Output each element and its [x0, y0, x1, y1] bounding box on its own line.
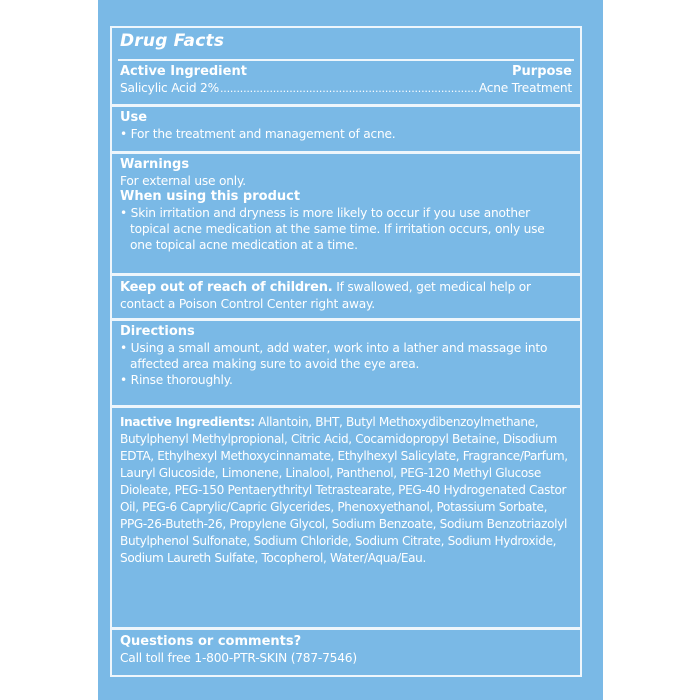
section-divider	[112, 104, 580, 107]
questions-phone-text: Call toll free 1-800-PTR-SKIN (787-7546)	[120, 651, 357, 665]
warnings-section	[112, 157, 580, 253]
drug-facts-header	[112, 31, 580, 51]
use-section	[112, 110, 580, 142]
keep-out-section	[112, 279, 580, 312]
directions-section	[112, 324, 580, 388]
title-underline	[118, 59, 574, 61]
keep-out-text: If swallowed, get medical help or contact a Poison Control Center right away.	[120, 280, 531, 311]
section-divider	[112, 627, 580, 630]
section-divider	[112, 273, 580, 276]
warnings-heading: Warnings	[120, 157, 190, 172]
active-ingredient-heading: Active Ingredient	[120, 64, 247, 79]
direction-item: • Using a small amount, add water, work into a lather and massage into affected area making sure to avoid the eye area.	[120, 340, 572, 372]
inactive-ingredients-label: Inactive Ingredients:	[120, 415, 255, 429]
warning-item: • Skin irritation and dryness is more likely to occur if you use another topical acne medication at the same time. If irritation occurs, only use one topical acne medication at a time.	[120, 205, 572, 253]
purpose-heading: Purpose	[512, 64, 572, 79]
section-divider	[112, 318, 580, 321]
when-using-heading: When using this product	[120, 189, 301, 204]
external-use-text: For external use only.	[120, 174, 246, 188]
section-divider	[112, 405, 580, 408]
inactive-ingredients-text: Allantoin, BHT, Butyl Methoxydibenzoylmethane, Butylphenyl Methylpropional, Citric Acid, Cocamidopropyl Betaine, Disodium EDTA, Ethylhexyl Methoxycinnamate, Ethylhexyl Salicylate, Fragrance/Parfum, Lauryl Glucoside, Limonene, Linalool, Panthenol, PEG-120 Methyl Glucose Dioleate, PEG-150 Pentaerythrityl Tetrastearate, PEG-40 Hydrogenated Castor Oil, PEG-6 Caprylic/Capric Glycerides, Phenoxyethanol, Potassium Sorbate, PPG-26-Buteth-26, Propylene Glycol, Sodium Benzoate, Sodium Benzotriazolyl Butylphenol Sulfonate, Sodium Chloride, Sodium Citrate, Sodium Hydroxide, Sodium Laureth Sulfate, Tocopherol, Water/Aqua/Eau.	[120, 415, 568, 565]
drug-facts-title: Drug Facts	[120, 31, 225, 51]
keep-out-heading: Keep out of reach of children.	[120, 280, 333, 295]
questions-heading: Questions or comments?	[120, 634, 302, 649]
direction-item: • Rinse thoroughly.	[120, 372, 572, 388]
inactive-ingredients-section	[112, 414, 580, 567]
active-ingredient-section	[112, 64, 580, 97]
section-divider	[112, 151, 580, 154]
use-heading: Use	[120, 110, 148, 125]
active-ingredient-purpose: Acne Treatment	[478, 81, 572, 95]
directions-heading: Directions	[120, 324, 195, 339]
drug-facts-box	[110, 26, 582, 677]
leader-dots	[220, 81, 478, 97]
use-item: • For the treatment and management of acne.	[120, 126, 572, 142]
active-ingredient-name: Salicylic Acid 2%	[120, 81, 219, 95]
questions-section	[112, 634, 580, 666]
